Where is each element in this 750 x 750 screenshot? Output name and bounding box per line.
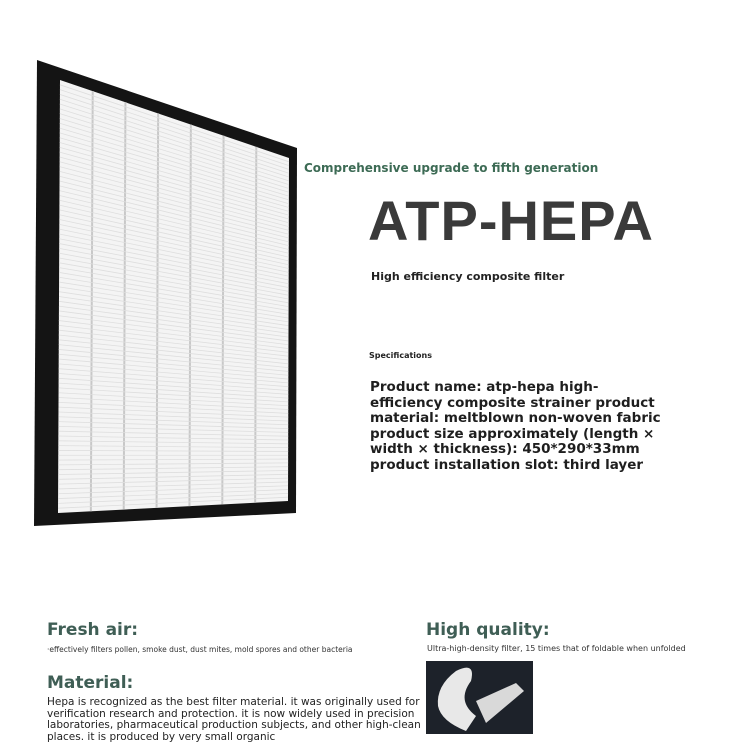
product-title: ATP-HEPA — [368, 189, 654, 252]
fresh-air-text: ·effectively filters pollen, smoke dust, dust mites, mold spores and other bacteria — [47, 645, 353, 654]
material-text: Hepa is recognized as the best filter material. it was originally used for verification research and protection. it is now widely used in precision laboratories, pharmaceutical production subjects, and other high-clean places. it is produced by very small organic — [47, 696, 421, 743]
high-quality-text: Ultra-high-density filter, 15 times that of foldable when unfolded — [427, 644, 686, 653]
specifications-text: Product name: atp-hepa high-efficiency composite strainer product material: meltblown non-woven fabric product size approximately (length × width × thickness): 450*290*33mm product installation slot: third layer — [370, 379, 661, 473]
fresh-air-heading: Fresh air: — [47, 620, 139, 640]
high-quality-heading: High quality: — [426, 620, 550, 640]
hepa-filter-image — [0, 0, 300, 560]
specifications-label: Specifications — [369, 351, 432, 360]
tagline: Comprehensive upgrade to fifth generation — [304, 161, 599, 175]
material-heading: Material: — [47, 673, 134, 693]
product-subtitle: High efficiency composite filter — [371, 270, 565, 283]
folded-filter-photo — [426, 661, 533, 734]
